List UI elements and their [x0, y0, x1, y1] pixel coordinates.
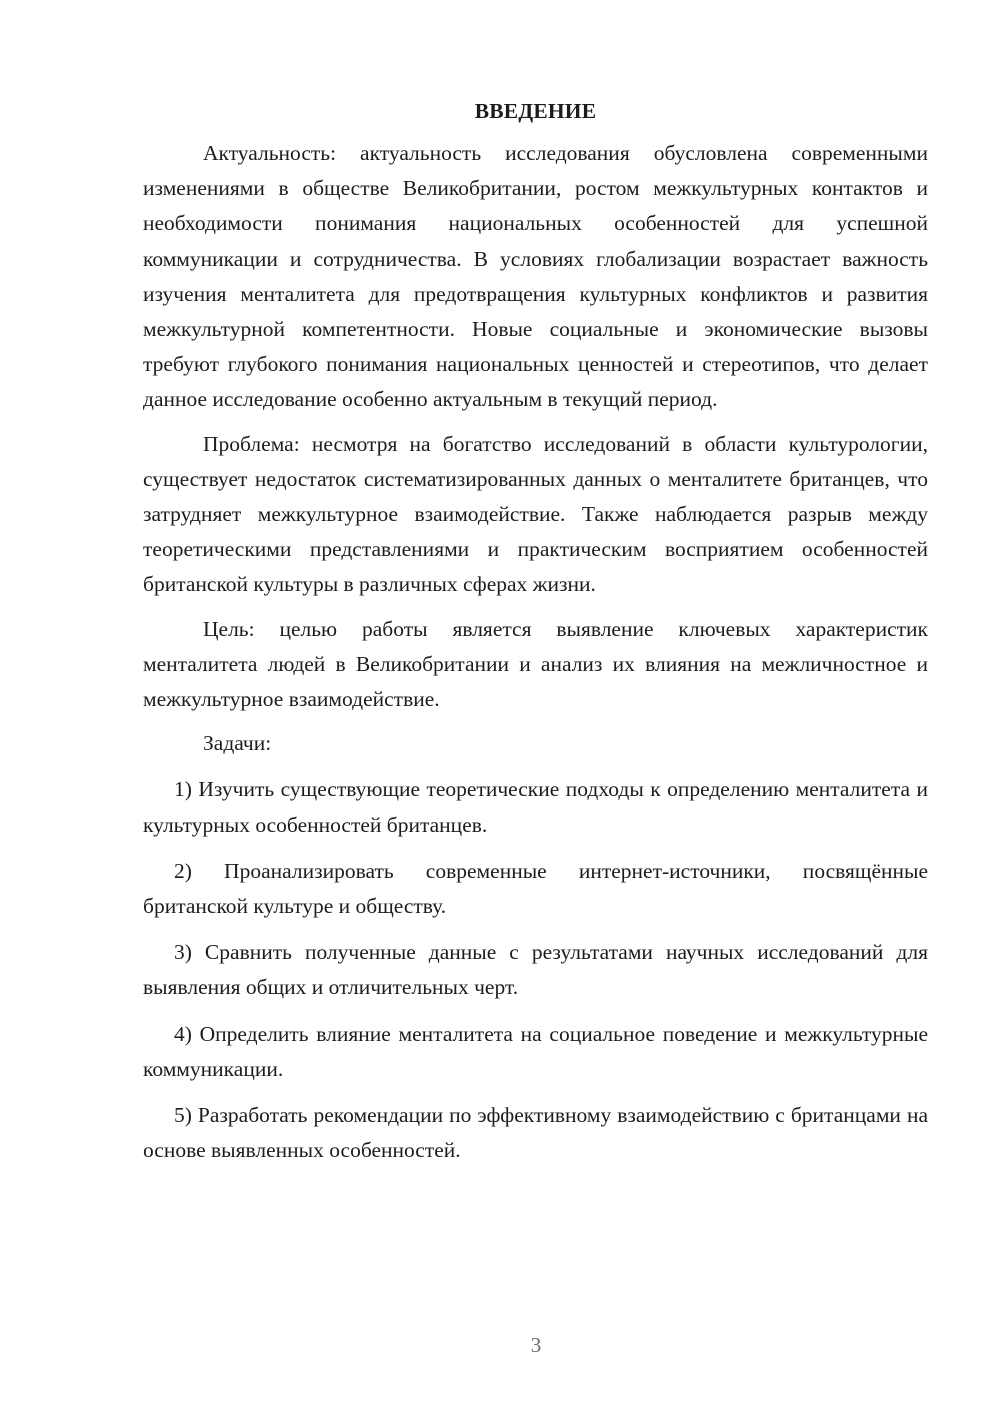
task-item-2: 2) Проанализировать современные интернет-источники, посвящённые британской культуре и обществу. — [143, 858, 928, 919]
paragraph-goal: Цель: целью работы является выявление ключевых характеристик менталитета людей в Великобритании и анализ их влияния на межличностное и межкультурное взаимодействие. — [143, 616, 928, 712]
tasks-heading: Задачи: — [203, 731, 272, 756]
section-title: ВВЕДЕНИЕ — [474, 99, 597, 123]
task-item-1: 1) Изучить существующие теоретические подходы к определению менталитета и культурных особенностей британцев. — [143, 777, 928, 837]
paragraph-problem: Проблема: несмотря на богатство исследований в области культурологии, существует недостаток систематизированных данных о менталитете британцев, что затрудняет межкультурное взаимодействие. Также наблюдается разрыв между теоретическими представлениями и практическим восприятием особенностей британской культуры в различных сферах жизни. — [143, 431, 928, 597]
page-content — [143, 96, 928, 1168]
task-item-5: 5) Разработать рекомендации по эффективному взаимодействию с британцами на основе выявленных особенностей. — [143, 1103, 928, 1163]
task-item-4: 4) Определить влияние менталитета на социальное поведение и межкультурные коммуникации. — [143, 1021, 928, 1081]
task-item-3: 3) Сравнить полученные данные с результатами научных исследований для выявления общих и отличительных черт. — [143, 940, 928, 1000]
paragraph-relevance: Актуальность: актуальность исследования обусловлена современными изменениями в обществе Великобритании, ростом межкультурных контактов и необходимости понимания национальных особенностей для успешной коммуникации и сотрудничества. В условиях глобализации возрастает важность изучения менталитета для предотвращения культурных конфликтов и развития межкультурной компетентности. Новые социальные и экономические вызовы требуют глубокого понимания национальных ценностей и стереотипов, что делает данное исследование особенно актуальным в текущий период. — [143, 141, 928, 412]
page-number: 3 — [530, 1333, 542, 1357]
